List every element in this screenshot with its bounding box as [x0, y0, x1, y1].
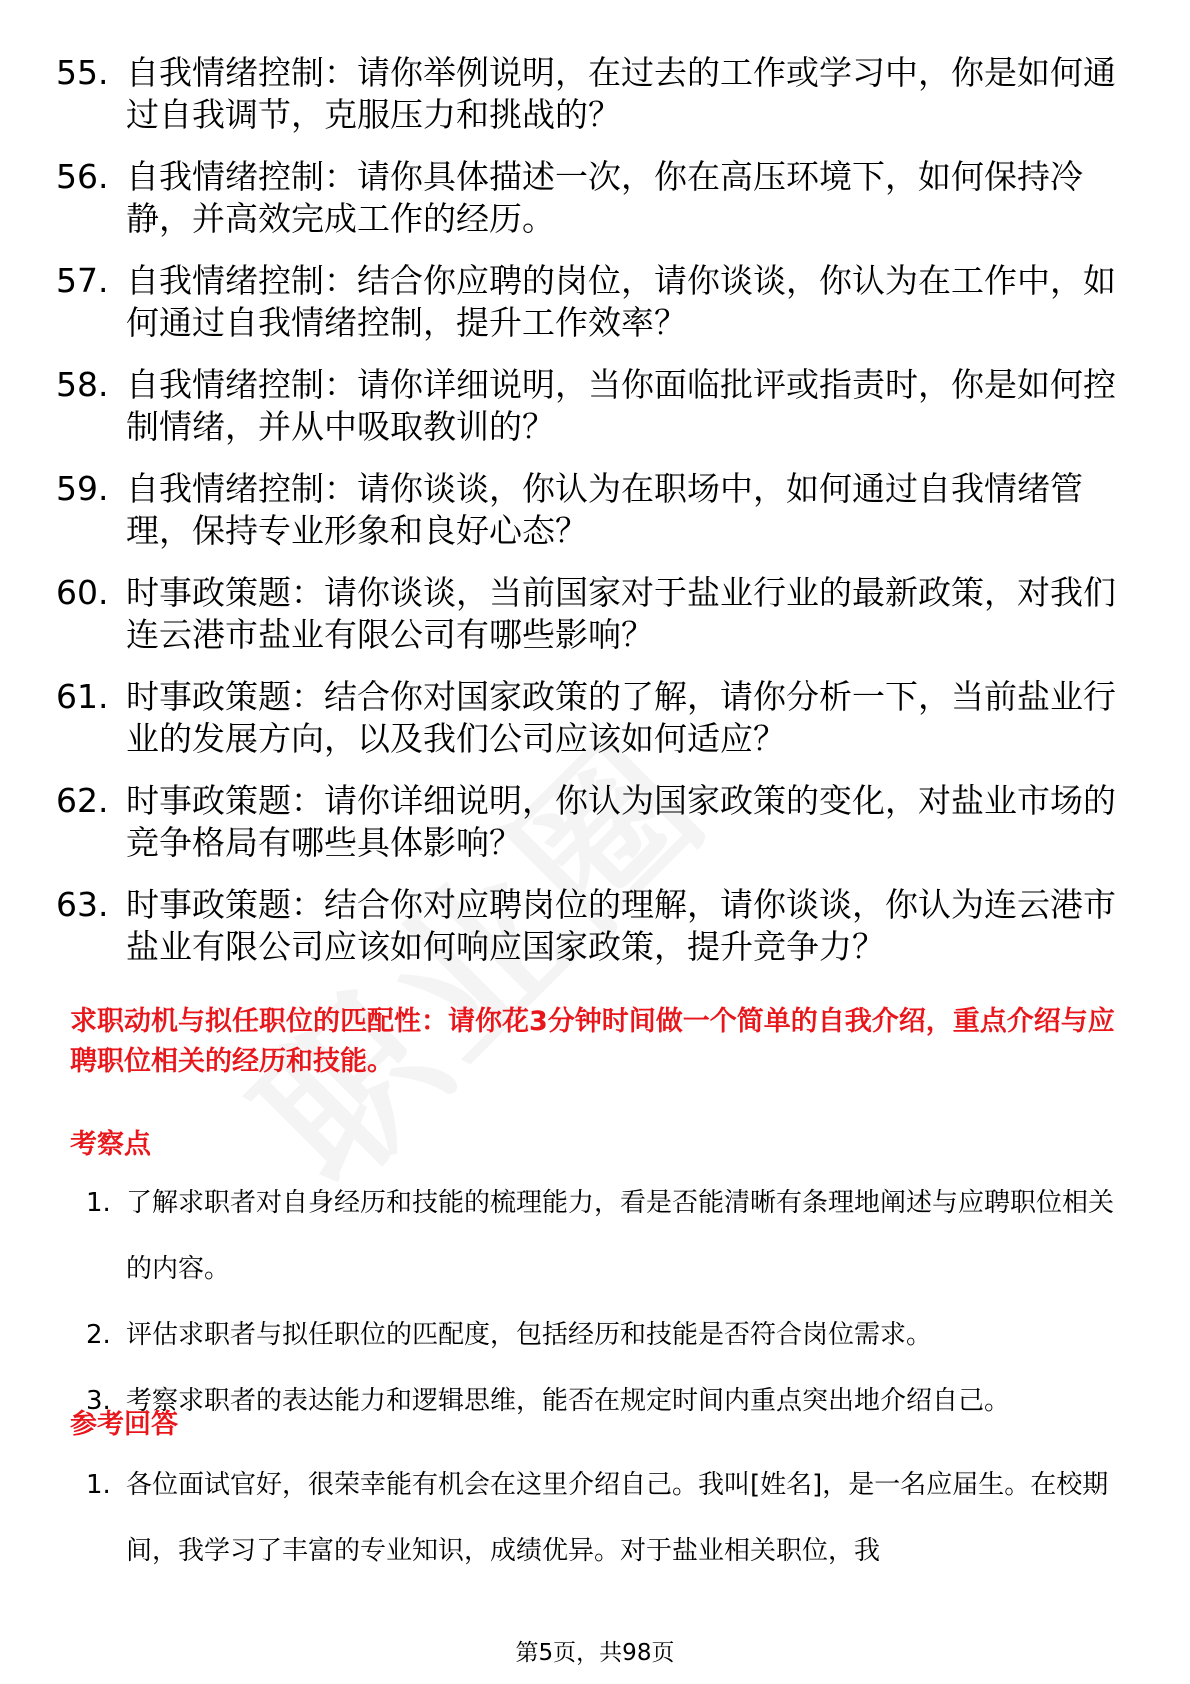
assessment-item-number: 1.	[86, 1188, 111, 1218]
reference-item-number: 1.	[86, 1470, 111, 1500]
assessment-list	[80, 1170, 1120, 1434]
question-list	[56, 52, 1116, 988]
question-item-text: 自我情绪控制：请你谈谈，你认为在职场中，如何通过自我情绪管理，保持专业形象和良好心态？	[126, 469, 1083, 550]
assessment-item-text: 评估求职者与拟任职位的匹配度，包括经历和技能是否符合岗位需求。	[126, 1320, 933, 1350]
question-item-text: 时事政策题：请你详细说明，你认为国家政策的变化，对盐业市场的竞争格局有哪些具体影响？	[126, 781, 1116, 862]
question-item-number: 58.	[56, 365, 109, 404]
assessment-item	[80, 1170, 1120, 1302]
highlight-question: 求职动机与拟任职位的匹配性：请你花3分钟时间做一个简单的自我介绍，重点介绍与应聘职位相关的经历和技能。	[70, 1006, 1115, 1077]
question-item-text: 时事政策题：结合你对应聘岗位的理解，请你谈谈，你认为连云港市盐业有限公司应该如何响应国家政策，提升竞争力？	[126, 885, 1116, 966]
question-item-number: 57.	[56, 261, 109, 300]
assessment-label: 考察点	[70, 1129, 151, 1160]
question-item-number: 63.	[56, 885, 109, 924]
question-item	[56, 676, 1116, 760]
question-item-number: 60.	[56, 573, 109, 612]
question-item	[56, 468, 1116, 552]
question-item	[56, 364, 1116, 448]
question-item-text: 自我情绪控制：请你举例说明，在过去的工作或学习中，你是如何通过自我调节，克服压力和挑战的？	[126, 53, 1116, 134]
question-item-text: 自我情绪控制：请你具体描述一次，你在高压环境下，如何保持冷静，并高效完成工作的经历。	[126, 157, 1083, 238]
question-item-text: 自我情绪控制：请你详细说明，当你面临批评或指责时，你是如何控制情绪，并从中吸取教训的？	[126, 365, 1116, 446]
question-item	[56, 780, 1116, 864]
question-item	[56, 52, 1116, 136]
question-item-text: 时事政策题：结合你对国家政策的了解，请你分析一下，当前盐业行业的发展方向，以及我们公司应该如何适应？	[126, 677, 1116, 758]
question-item-number: 61.	[56, 677, 109, 716]
question-item-number: 59.	[56, 469, 109, 508]
page-footer: 第5页，共98页	[515, 1640, 675, 1666]
reference-list	[80, 1452, 1120, 1584]
question-item	[56, 572, 1116, 656]
reference-item	[80, 1452, 1120, 1584]
question-item-number: 62.	[56, 781, 109, 820]
reference-item-text: 各位面试官好，很荣幸能有机会在这里介绍自己。我叫[姓名]，是一名应届生。在校期间，我学习了丰富的专业知识，成绩优异。对于盐业相关职位，我	[126, 1470, 1109, 1566]
question-item-text: 自我情绪控制：结合你应聘的岗位，请你谈谈，你认为在工作中，如何通过自我情绪控制，提升工作效率？	[126, 261, 1116, 342]
question-item	[56, 156, 1116, 240]
question-item	[56, 884, 1116, 968]
question-item-number: 55.	[56, 53, 109, 92]
assessment-item-number: 2.	[86, 1320, 111, 1350]
assessment-item	[80, 1368, 1120, 1434]
reference-label: 参考回答	[70, 1409, 178, 1440]
question-item-number: 56.	[56, 157, 109, 196]
question-item	[56, 260, 1116, 344]
assessment-item-text: 考察求职者的表达能力和逻辑思维，能否在规定时间内重点突出地介绍自己。	[126, 1386, 1011, 1416]
assessment-item-number: 3.	[86, 1386, 111, 1416]
assessment-item	[80, 1302, 1120, 1368]
question-item-text: 时事政策题：请你谈谈，当前国家对于盐业行业的最新政策，对我们连云港市盐业有限公司有哪些影响？	[126, 573, 1116, 654]
assessment-item-text: 了解求职者对自身经历和技能的梳理能力，看是否能清晰有条理地阐述与应聘职位相关的内容。	[126, 1188, 1115, 1284]
